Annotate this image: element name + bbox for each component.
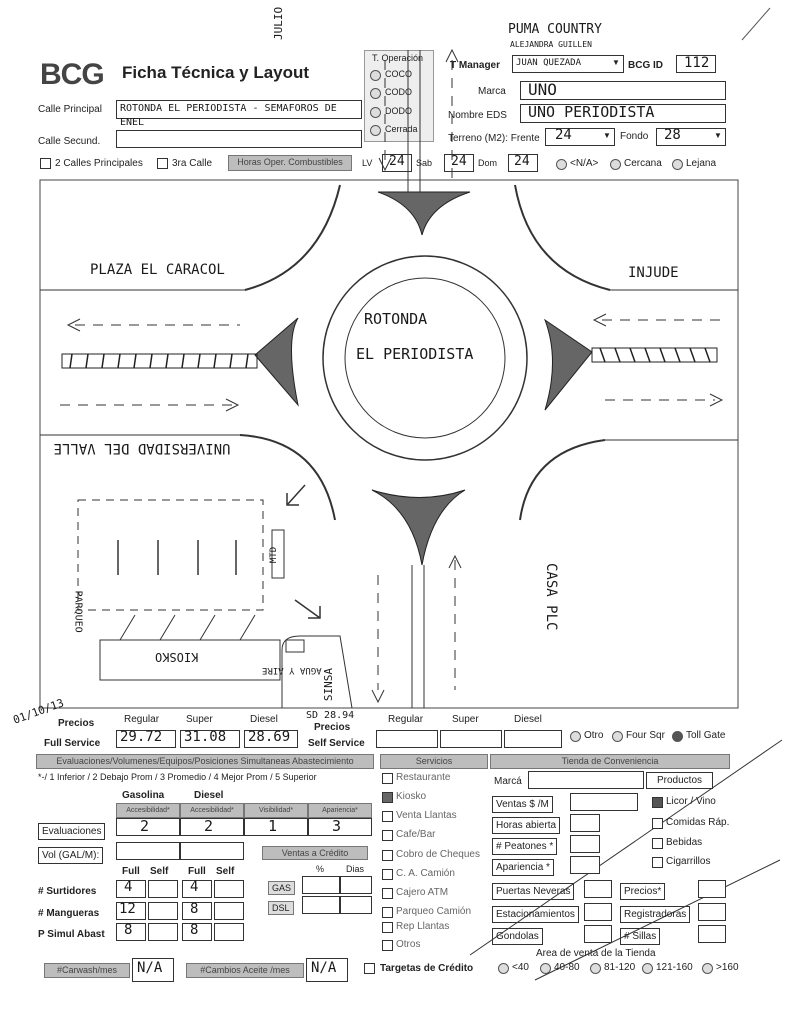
otro-label: Otro — [584, 730, 604, 741]
precios-label: Precios — [58, 718, 95, 729]
servicios-header: Servicios — [380, 754, 488, 769]
arrow-east-right — [710, 394, 722, 406]
calle-secund-label: Calle Secund. — [38, 136, 101, 147]
servicio-otros-checkbox[interactable] — [382, 940, 393, 951]
puertas-field[interactable] — [584, 880, 612, 898]
manager-note2: ALEJANDRA GUILLEN — [510, 40, 592, 49]
puertas-label: Puertas Neveras — [492, 883, 574, 900]
carwash-value: N/A — [137, 960, 163, 976]
four-sqr-label: Four Sqr — [626, 730, 665, 741]
horas-oper-button[interactable]: Horas Oper. Combustibles — [228, 155, 352, 171]
estac-field[interactable] — [584, 903, 612, 921]
sab-label: Sab — [416, 158, 433, 168]
servicio-restaurante-label: Restaurante — [396, 772, 451, 783]
date-note: 01/10/13 — [11, 696, 66, 727]
self-diesel-header: Diesel — [514, 714, 542, 725]
dsl-label: DSL — [268, 901, 294, 915]
regular-header: Regular — [124, 714, 160, 725]
op-codo-label: CODO — [385, 87, 412, 97]
toll-gate-radio[interactable] — [672, 731, 683, 742]
scratch-top-right — [742, 8, 770, 40]
toll-gate-label: Toll Gate — [686, 730, 726, 741]
island-west — [255, 318, 298, 405]
full-header-gas: Full — [122, 866, 140, 877]
vol-gas-field[interactable] — [116, 842, 180, 860]
servicio-cheques-checkbox[interactable] — [382, 850, 393, 861]
ventas-field[interactable] — [570, 793, 638, 811]
col-visibilidad: Visibilidad* — [244, 803, 308, 818]
prod-bebidas-label: Bebidas — [666, 837, 703, 848]
peatones-field[interactable] — [570, 835, 600, 853]
vol-dsl-field[interactable] — [180, 842, 244, 860]
area-81-120-label: 81-120 — [604, 962, 636, 973]
area-121-160-radio[interactable] — [642, 963, 653, 974]
eval-visibilidad-value: 1 — [268, 817, 278, 835]
col-acc-gas: Accesibilidad* — [116, 803, 180, 818]
prod-comidas-label: Comidas Ráp. — [666, 817, 730, 828]
arrow-south-down — [372, 690, 384, 702]
super-price-value: 31.08 — [184, 729, 227, 745]
horas-field[interactable] — [570, 814, 600, 832]
area-81-120-radio[interactable] — [590, 963, 601, 974]
cambios-aceite-button[interactable]: #Cambios Aceite /mes — [186, 963, 304, 978]
eval-acc-dsl-value: 2 — [204, 817, 214, 835]
self-price-note: SD 28.94 — [306, 710, 355, 721]
mang-gas-value: 12 — [119, 901, 136, 917]
vol-label: Vol (GAL/M): — [38, 847, 103, 864]
registradoras-field[interactable] — [698, 903, 726, 921]
area-gt160-label: >160 — [716, 962, 739, 973]
evaluaciones-header: Evaluaciones/Volumenes/Equipos/Posiciones Simultaneas Abastecimiento — [36, 754, 374, 769]
servicio-cafe-label: Cafe/Bar — [396, 829, 436, 840]
lv-label: LV — [362, 158, 373, 168]
prod-cigarrillos-checkbox[interactable] — [652, 857, 663, 868]
self-super-header: Super — [452, 714, 479, 725]
gondolas-label: Gondolas — [492, 928, 543, 945]
estac-label: Estacionamientos — [492, 906, 579, 923]
simul-gas-value: 8 — [124, 922, 133, 938]
servicio-restaurante-checkbox[interactable] — [382, 773, 393, 784]
fondo-dropdown-icon[interactable]: ▼ — [714, 131, 722, 140]
bcgid-value: 112 — [684, 55, 710, 71]
surt-dsl-value: 4 — [190, 879, 199, 895]
calles2-label: 2 Calles Principales — [55, 158, 143, 169]
precios-tienda-label: Precios* — [620, 883, 665, 900]
form-title: Ficha Técnica y Layout — [122, 63, 310, 82]
curb-ne — [515, 185, 610, 290]
simul-dsl-self[interactable] — [214, 923, 244, 941]
sab-value: 24 — [451, 154, 467, 169]
servicio-cafe-checkbox[interactable] — [382, 830, 393, 841]
frente-dropdown-icon[interactable]: ▼ — [603, 131, 611, 140]
dsl-pct-field[interactable] — [302, 896, 340, 914]
servicio-parqueo-label: Parqueo Camión — [396, 906, 472, 917]
island-north — [378, 192, 470, 235]
op-cerrada-label: Cerrada — [385, 124, 418, 134]
eval-acc-gas-value: 2 — [140, 817, 150, 835]
cambios-value: N/A — [311, 960, 337, 976]
prod-licor-checkbox[interactable] — [652, 797, 663, 808]
self-regular-header: Regular — [388, 714, 424, 725]
mang-dsl-self[interactable] — [214, 902, 244, 920]
fondo-value: 28 — [664, 127, 681, 143]
nombre-eds-value: UNO PERIODISTA — [528, 103, 655, 121]
self-precios-label: Precios — [314, 722, 351, 733]
sinsa-label: SINSA — [322, 667, 336, 702]
gasolina-header: Gasolina — [122, 790, 165, 801]
prod-comidas-checkbox[interactable] — [652, 818, 663, 829]
dias-label: Dias — [346, 864, 365, 874]
pct-label: % — [316, 864, 325, 874]
casa-label: CASA PLC — [543, 563, 559, 631]
self-super-field[interactable] — [440, 730, 502, 748]
regular-price-value: 29.72 — [120, 729, 163, 745]
agua-aire-box — [286, 640, 304, 652]
self-diesel-field[interactable] — [504, 730, 562, 748]
nombre-eds-label: Nombre EDS — [448, 110, 507, 121]
horas-label: Horas abierta — [492, 817, 560, 834]
island-south — [372, 490, 465, 565]
diesel-eval-header: Diesel — [194, 790, 224, 801]
ventas-label: Ventas $ /M — [492, 796, 553, 813]
servicio-kiosko-label: Kiosko — [396, 791, 427, 802]
registradoras-label: Registradoras — [620, 906, 690, 923]
prod-cigarrillos-label: Cigarrillos — [666, 856, 711, 867]
pump-islands — [118, 540, 236, 575]
gas-dias-field[interactable] — [340, 876, 372, 894]
tarjetas-label: Targetas de Crédito — [380, 963, 474, 974]
injude-label: INJUDE — [628, 265, 679, 281]
simul-dsl-value: 8 — [190, 922, 199, 938]
manager-label: T Manager — [450, 60, 501, 71]
parqueo-label: PARQUEO — [72, 590, 84, 633]
prod-bebidas-checkbox[interactable] — [652, 838, 663, 849]
kiosko-label: KIOSKO — [155, 650, 199, 664]
fondo-label: Fondo — [620, 131, 649, 142]
surt-gas-self[interactable] — [148, 880, 178, 898]
apariencia-field[interactable] — [570, 856, 600, 874]
self-header-dsl: Self — [216, 866, 235, 877]
self-service-label: Self Service — [308, 738, 365, 749]
peatones-label: # Peatones * — [492, 838, 557, 855]
diesel-header: Diesel — [250, 714, 278, 725]
area-lt40-label: <40 — [512, 962, 529, 973]
scale-legend: *-/ 1 Inferior / 2 Debajo Prom / 3 Promedio / 4 Mejor Prom / 5 Superior — [38, 772, 317, 782]
eval-label: Evaluaciones — [38, 823, 105, 840]
curb-se — [520, 440, 605, 520]
manager-value: JUAN QUEZADA — [516, 58, 582, 68]
col-apariencia: Apariencia* — [308, 803, 372, 818]
servicio-atm-checkbox[interactable] — [382, 888, 393, 899]
plaza-label: PLAZA EL CARACOL — [90, 262, 225, 278]
dom-value: 24 — [514, 154, 530, 169]
tienda-header: Tienda de Conveniencia — [490, 754, 730, 769]
servicio-parqueo-checkbox[interactable] — [382, 907, 393, 918]
mang-dsl-value: 8 — [190, 901, 199, 917]
eval-apariencia-value: 3 — [332, 817, 342, 835]
area-gt160-radio[interactable] — [702, 963, 713, 974]
otro-radio[interactable] — [570, 731, 581, 742]
curb-nw — [245, 185, 340, 290]
gondolas-field[interactable] — [584, 925, 612, 943]
dsl-dias-field[interactable] — [340, 896, 372, 914]
op-coco-label: COCO — [385, 69, 412, 79]
rotonda-label-2: EL PERIODISTA — [356, 345, 474, 363]
cercana-label: Cercana — [624, 158, 662, 169]
mangueras-label: # Mangueras — [38, 908, 100, 919]
sillas-label: # Sillas — [620, 928, 660, 945]
servicio-rep-llantas-label: Rep Llantas — [396, 921, 450, 932]
lejana-label: Lejana — [686, 158, 717, 169]
super-header: Super — [186, 714, 213, 725]
manager-dropdown-icon[interactable]: ▼ — [612, 58, 620, 67]
diesel-price-value: 28.69 — [248, 729, 291, 745]
surt-dsl-self[interactable] — [214, 880, 244, 898]
island-east — [545, 320, 592, 410]
parking-lines — [120, 615, 255, 640]
apariencia-label: Apariencia * — [492, 859, 554, 876]
area-121-160-label: 121-160 — [656, 962, 693, 973]
prod-licor-label: Licor / Vino — [666, 796, 716, 807]
frente-value: 24 — [555, 127, 572, 143]
servicio-otros-label: Otros — [396, 939, 421, 950]
area-lt40-radio[interactable] — [498, 963, 509, 974]
servicio-kiosko-checkbox[interactable] — [382, 792, 393, 803]
gas-pct-field[interactable] — [302, 876, 340, 894]
rotonda-label-1: ROTONDA — [364, 310, 428, 328]
self-header-gas: Self — [150, 866, 169, 877]
op-dodo-label: DODO — [385, 106, 412, 116]
tienda-marca-field[interactable] — [528, 771, 644, 789]
servicio-cheques-label: Cobro de Cheques — [396, 849, 480, 860]
agua-label: AGUA Y AIRE — [262, 665, 322, 675]
operation-title: T. Operación — [372, 53, 424, 63]
mang-gas-self[interactable] — [148, 902, 178, 920]
calle-principal-label: Calle Principal — [38, 104, 102, 115]
entry-arrow-2 — [295, 600, 320, 618]
entry-arrow-1 — [287, 485, 305, 505]
col-acc-dsl: Accesibilidad* — [180, 803, 244, 818]
na-label: <N/A> — [570, 158, 599, 169]
marca-label: Marca — [478, 86, 506, 97]
median-east — [592, 348, 717, 362]
full-header-dsl: Full — [188, 866, 206, 877]
marca-value: UNO — [528, 80, 557, 99]
dom-label: Dom — [478, 158, 498, 168]
simul-gas-self[interactable] — [148, 923, 178, 941]
gas-label: GAS — [268, 881, 295, 895]
full-service-label: Full Service — [44, 738, 101, 749]
precios-tienda-field[interactable] — [698, 880, 726, 898]
area-40-80-label: 40-80 — [554, 962, 580, 973]
julio-note: JULIO — [272, 6, 285, 40]
surtidores-label: # Surtidores — [38, 886, 97, 897]
bcg-logo: BCG — [40, 58, 104, 91]
tarjetas-checkbox[interactable] — [364, 963, 375, 974]
surt-gas-value: 4 — [124, 879, 133, 895]
area-label: Area de venta de la Tienda — [536, 948, 656, 959]
four-sqr-radio[interactable] — [612, 731, 623, 742]
median-west — [62, 354, 257, 368]
servicio-camion-label: C. A. Camión — [396, 868, 455, 879]
servicio-llantas-label: Venta Llantas — [396, 810, 457, 821]
area-40-80-radio[interactable] — [540, 963, 551, 974]
terreno-label: Terreno (M2): Frente — [448, 133, 540, 144]
servicio-camion-checkbox[interactable] — [382, 869, 393, 880]
bcgid-label: BCG ID — [628, 60, 663, 71]
carwash-button[interactable]: #Carwash/mes — [44, 963, 130, 978]
mtd-label: MTD — [269, 546, 280, 564]
productos-label: Productos — [646, 772, 713, 789]
lv-value: 24 — [389, 154, 405, 169]
manager-note: PUMA COUNTRY — [508, 22, 602, 37]
tienda-marca-label: Marcá — [494, 776, 522, 787]
calle-principal-value: ROTONDA EL PERIODISTA - SEMAFOROS DE ENEL — [120, 103, 337, 128]
sillas-field[interactable] — [698, 925, 726, 943]
calle3-label: 3ra Calle — [172, 158, 213, 169]
self-regular-field[interactable] — [376, 730, 438, 748]
servicio-rep-llantas-checkbox[interactable] — [382, 922, 393, 933]
simul-label: P Simul Abast — [38, 929, 105, 940]
servicio-atm-label: Cajero ATM — [396, 887, 449, 898]
ventas-credito-button[interactable]: Ventas a Crédito — [262, 846, 368, 860]
universidad-label: UNIVERSIDAD DEL VALLE — [53, 440, 231, 456]
servicio-llantas-checkbox[interactable] — [382, 811, 393, 822]
